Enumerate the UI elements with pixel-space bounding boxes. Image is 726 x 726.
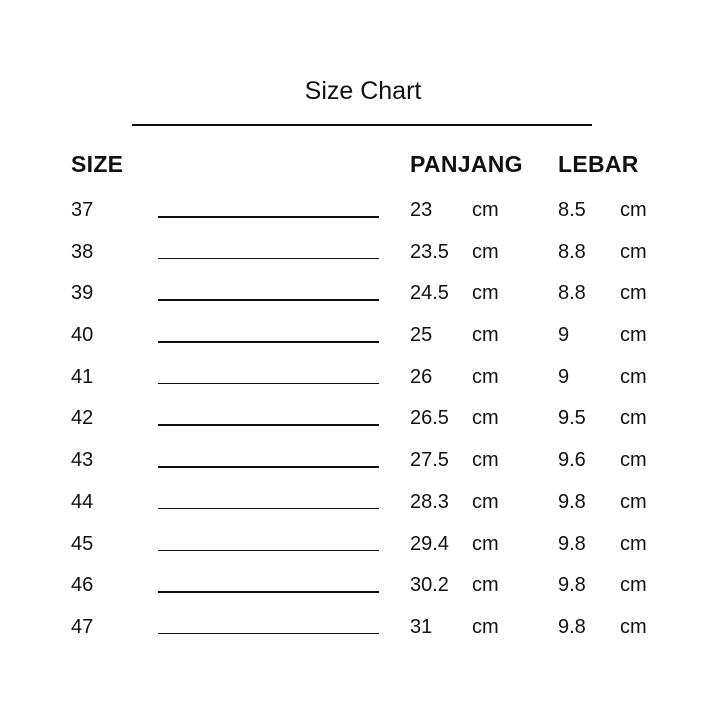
size-value: 47 bbox=[71, 615, 94, 638]
lebar-value: 9.8 bbox=[558, 532, 586, 555]
size-value: 38 bbox=[71, 240, 94, 263]
row-leader-line bbox=[158, 550, 379, 552]
lebar-value: 9 bbox=[558, 365, 570, 388]
size-value: 39 bbox=[71, 282, 94, 305]
table-row bbox=[0, 238, 726, 280]
row-leader-line bbox=[158, 216, 379, 218]
page-title: Size Chart bbox=[304, 77, 422, 105]
header-size: SIZE bbox=[71, 151, 124, 177]
row-leader-line bbox=[158, 341, 379, 343]
row-leader-line bbox=[158, 383, 379, 385]
panjang-value: 26.5 bbox=[410, 407, 449, 430]
size-table bbox=[0, 196, 726, 655]
row-leader-line bbox=[158, 466, 379, 468]
row-leader-line bbox=[158, 299, 379, 301]
table-row bbox=[0, 404, 726, 446]
title-divider bbox=[132, 124, 592, 126]
panjang-unit: cm bbox=[472, 490, 499, 513]
lebar-value: 8.8 bbox=[558, 240, 586, 263]
row-leader-line bbox=[158, 591, 379, 593]
row-leader-line bbox=[158, 258, 379, 260]
panjang-unit: cm bbox=[472, 365, 499, 388]
panjang-unit: cm bbox=[472, 407, 499, 430]
table-row bbox=[0, 530, 726, 572]
size-value: 37 bbox=[71, 199, 94, 221]
panjang-value: 23.5 bbox=[410, 240, 449, 263]
panjang-unit: cm bbox=[472, 240, 499, 263]
panjang-unit: cm bbox=[472, 199, 499, 221]
panjang-value: 23 bbox=[410, 199, 433, 221]
panjang-value: 30.2 bbox=[410, 574, 449, 597]
lebar-value: 9.8 bbox=[558, 490, 586, 513]
lebar-unit: cm bbox=[620, 532, 647, 555]
size-value: 41 bbox=[71, 365, 94, 388]
row-leader-line bbox=[158, 424, 379, 426]
panjang-unit: cm bbox=[472, 574, 499, 597]
header-lebar: LEBAR bbox=[558, 151, 639, 177]
panjang-unit: cm bbox=[472, 282, 499, 305]
lebar-unit: cm bbox=[620, 407, 647, 430]
row-leader-line bbox=[158, 633, 379, 635]
size-value: 45 bbox=[71, 532, 94, 555]
panjang-unit: cm bbox=[472, 615, 499, 638]
lebar-unit: cm bbox=[620, 574, 647, 597]
panjang-unit: cm bbox=[472, 324, 499, 347]
lebar-unit: cm bbox=[620, 365, 647, 388]
lebar-unit: cm bbox=[620, 449, 647, 472]
panjang-value: 25 bbox=[410, 324, 433, 347]
lebar-value: 9 bbox=[558, 324, 570, 347]
lebar-unit: cm bbox=[620, 240, 647, 263]
panjang-value: 28.3 bbox=[410, 490, 449, 513]
panjang-value: 27.5 bbox=[410, 449, 449, 472]
panjang-value: 26 bbox=[410, 365, 433, 388]
table-row bbox=[0, 488, 726, 530]
panjang-value: 24.5 bbox=[410, 282, 449, 305]
lebar-value: 8.5 bbox=[558, 199, 586, 221]
size-value: 42 bbox=[71, 407, 94, 430]
lebar-value: 9.8 bbox=[558, 615, 586, 638]
size-value: 46 bbox=[71, 574, 94, 597]
size-value: 44 bbox=[71, 490, 94, 513]
table-row bbox=[0, 571, 726, 613]
size-value: 43 bbox=[71, 449, 94, 472]
table-row bbox=[0, 279, 726, 321]
lebar-value: 9.6 bbox=[558, 449, 586, 472]
table-row bbox=[0, 321, 726, 363]
panjang-value: 29.4 bbox=[410, 532, 449, 555]
panjang-unit: cm bbox=[472, 449, 499, 472]
lebar-value: 8.8 bbox=[558, 282, 586, 305]
lebar-unit: cm bbox=[620, 615, 647, 638]
table-row bbox=[0, 196, 726, 238]
lebar-unit: cm bbox=[620, 282, 647, 305]
lebar-value: 9.8 bbox=[558, 574, 586, 597]
table-row bbox=[0, 363, 726, 405]
panjang-unit: cm bbox=[472, 532, 499, 555]
size-value: 40 bbox=[71, 324, 94, 347]
table-row bbox=[0, 446, 726, 488]
row-leader-line bbox=[158, 508, 379, 510]
lebar-unit: cm bbox=[620, 324, 647, 347]
lebar-unit: cm bbox=[620, 490, 647, 513]
lebar-unit: cm bbox=[620, 199, 647, 221]
header-panjang: PANJANG bbox=[410, 151, 523, 177]
table-row bbox=[0, 613, 726, 655]
lebar-value: 9.5 bbox=[558, 407, 586, 430]
panjang-value: 31 bbox=[410, 615, 433, 638]
